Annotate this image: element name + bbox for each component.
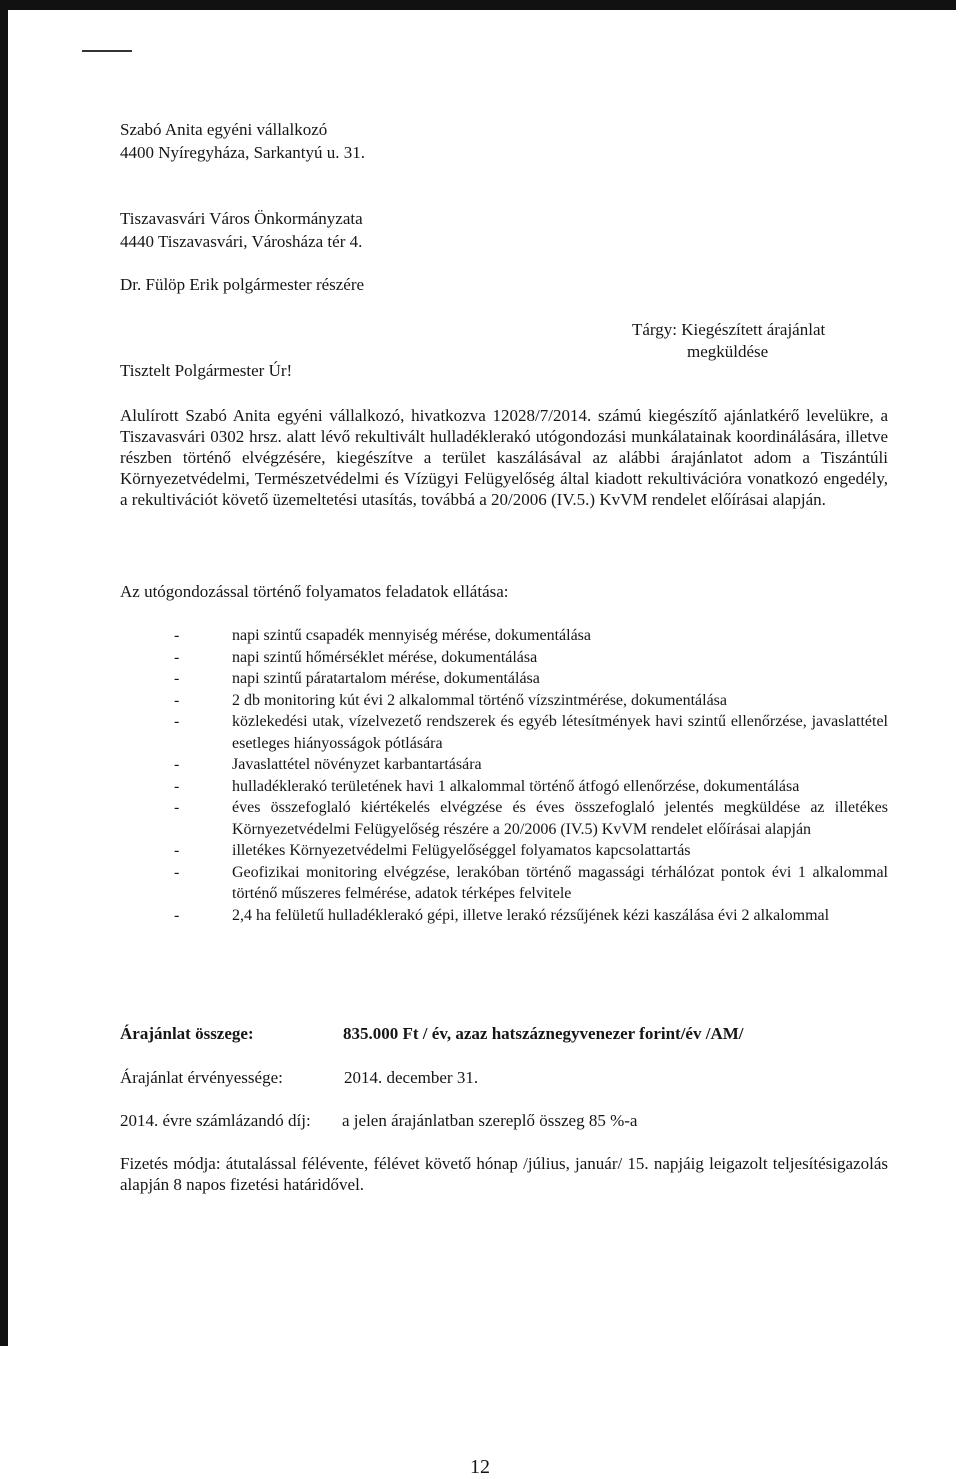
offer-validity-label: Árajánlat érvényessége:: [120, 1068, 283, 1087]
list-marker: -: [174, 648, 180, 666]
list-item: [174, 905, 888, 927]
list-item-text: közlekedési utak, vízelvezető rendszerek és egyéb létesítmények havi szintű ellenőrzése, javaslattétel esetleges hiányosságok pótlására: [232, 713, 888, 752]
list-item: [174, 754, 888, 776]
salutation: Tisztelt Polgármester Úr!: [120, 361, 293, 380]
list-item: [174, 690, 888, 712]
fee-2014-row: [120, 1110, 638, 1132]
sender-name: Szabó Anita egyéni vállalkozó: [120, 120, 328, 139]
list-marker: -: [174, 670, 180, 687]
list-item: [174, 862, 888, 905]
recipient-attention: Dr. Fülöp Erik polgármester részére: [120, 275, 365, 294]
list-marker: -: [174, 756, 180, 773]
offer-total-value: 835.000 Ft / év, azaz hatszáznegyvenezer forint/év /AM/: [343, 1024, 744, 1043]
offer-validity-value: 2014. december 31.: [344, 1068, 479, 1087]
list-item-text: napi szintű páratartalom mérése, dokumentálása: [232, 670, 540, 687]
list-marker: -: [174, 799, 180, 816]
list-item: [174, 647, 888, 669]
page-number: 12: [470, 1456, 490, 1478]
list-item: [174, 668, 888, 690]
task-list: [174, 625, 888, 926]
subject-line-1: Tárgy: Kiegészített árajánlat: [632, 320, 826, 339]
offer-validity-row: [120, 1067, 479, 1089]
list-marker: -: [174, 777, 180, 795]
payment-terms: Fizetés módja: átutalással félévente, félévet követő hónap /július, január/ 15. napjáig leigazolt teljesítésigazolás alapján 8 napos fizetési határidővel.: [120, 1154, 888, 1194]
sender-address: 4400 Nyíregyháza, Sarkantyú u. 31.: [120, 143, 366, 162]
subject-block: [632, 319, 892, 363]
list-item-text: 2 db monitoring kút évi 2 alkalommal történő vízszintmérése, dokumentálása: [232, 691, 727, 709]
list-item-text: Javaslattétel növényzet karbantartására: [232, 756, 482, 773]
list-item: [174, 625, 888, 647]
list-item-text: éves összefoglaló kiértékelés elvégzése és éves összefoglaló jelentés megküldése az illetékes Környezetvédelmi Felügyelőség részére a 20/2006 (IV.5) KvVM rendelet előírásai alapján: [232, 799, 888, 838]
list-marker: -: [174, 691, 180, 709]
list-item: [174, 840, 888, 862]
offer-total-row: [120, 1023, 744, 1045]
subject-line-2: megküldése: [687, 342, 769, 361]
list-item-text: napi szintű csapadék mennyiség mérése, dokumentálása: [232, 627, 591, 644]
fee-2014-value: a jelen árajánlatban szereplő összeg 85 %-a: [342, 1111, 638, 1130]
fee-2014-label: 2014. évre számlázandó díj:: [120, 1111, 311, 1130]
list-item-text: Geofizikai monitoring elvégzése, lerakóban történő magassági térhálózat pontok évi 1 alkalommal történő műszeres felmérése, adatok térképes felvitele: [232, 863, 888, 902]
list-item: [174, 776, 888, 798]
list-marker: -: [174, 863, 180, 881]
list-item: [174, 797, 888, 840]
recipient-address: 4440 Tiszavasvári, Városháza tér 4.: [120, 232, 363, 251]
list-marker: -: [174, 713, 180, 730]
recipient-organization: Tiszavasvári Város Önkormányzata: [120, 209, 363, 228]
list-marker: -: [174, 906, 180, 924]
list-item-text: illetékes Környezetvédelmi Felügyelőséggel folyamatos kapcsolattartás: [232, 842, 691, 859]
offer-total-label: Árajánlat összege:: [120, 1024, 254, 1043]
section-title: Az utógondozással történő folyamatos feladatok ellátása:: [120, 582, 509, 601]
list-item-text: napi szintű hőmérséklet mérése, dokumentálása: [232, 648, 538, 666]
list-item: [174, 711, 888, 754]
list-marker: -: [174, 842, 180, 859]
list-item-text: hulladéklerakó területének havi 1 alkalommal történő átfogó ellenőrzése, dokumentálása: [232, 777, 800, 795]
intro-paragraph: Alulírott Szabó Anita egyéni vállalkozó, hivatkozva 12028/7/2014. számú kiegészítő ajánlatkérő levelükre, a Tiszavasvári 0302 hrsz. alatt lévő rekultivált hulladéklerakó utógondozási munkálatainak koordinálására, illetve részben történő elvégzésére, kiegészítve a terület kaszálásával az alábbi árajánlatot adom a Tiszántúli Környezetvédelmi, Természetvédelmi és Vízügyi Felügyelőség által kiadott rekultivációra vonatkozó engedély, a rekultivációt követő üzemeltetési utasítás, továbbá a 20/2006 (IV.5.) KvVM rendelet előírásai alapján.: [120, 406, 888, 509]
list-item-text: 2,4 ha felületű hulladéklerakó gépi, illetve lerakó rézsűjének kézi kaszálása évi 2 alkalommal: [232, 906, 830, 924]
list-marker: -: [174, 627, 180, 644]
